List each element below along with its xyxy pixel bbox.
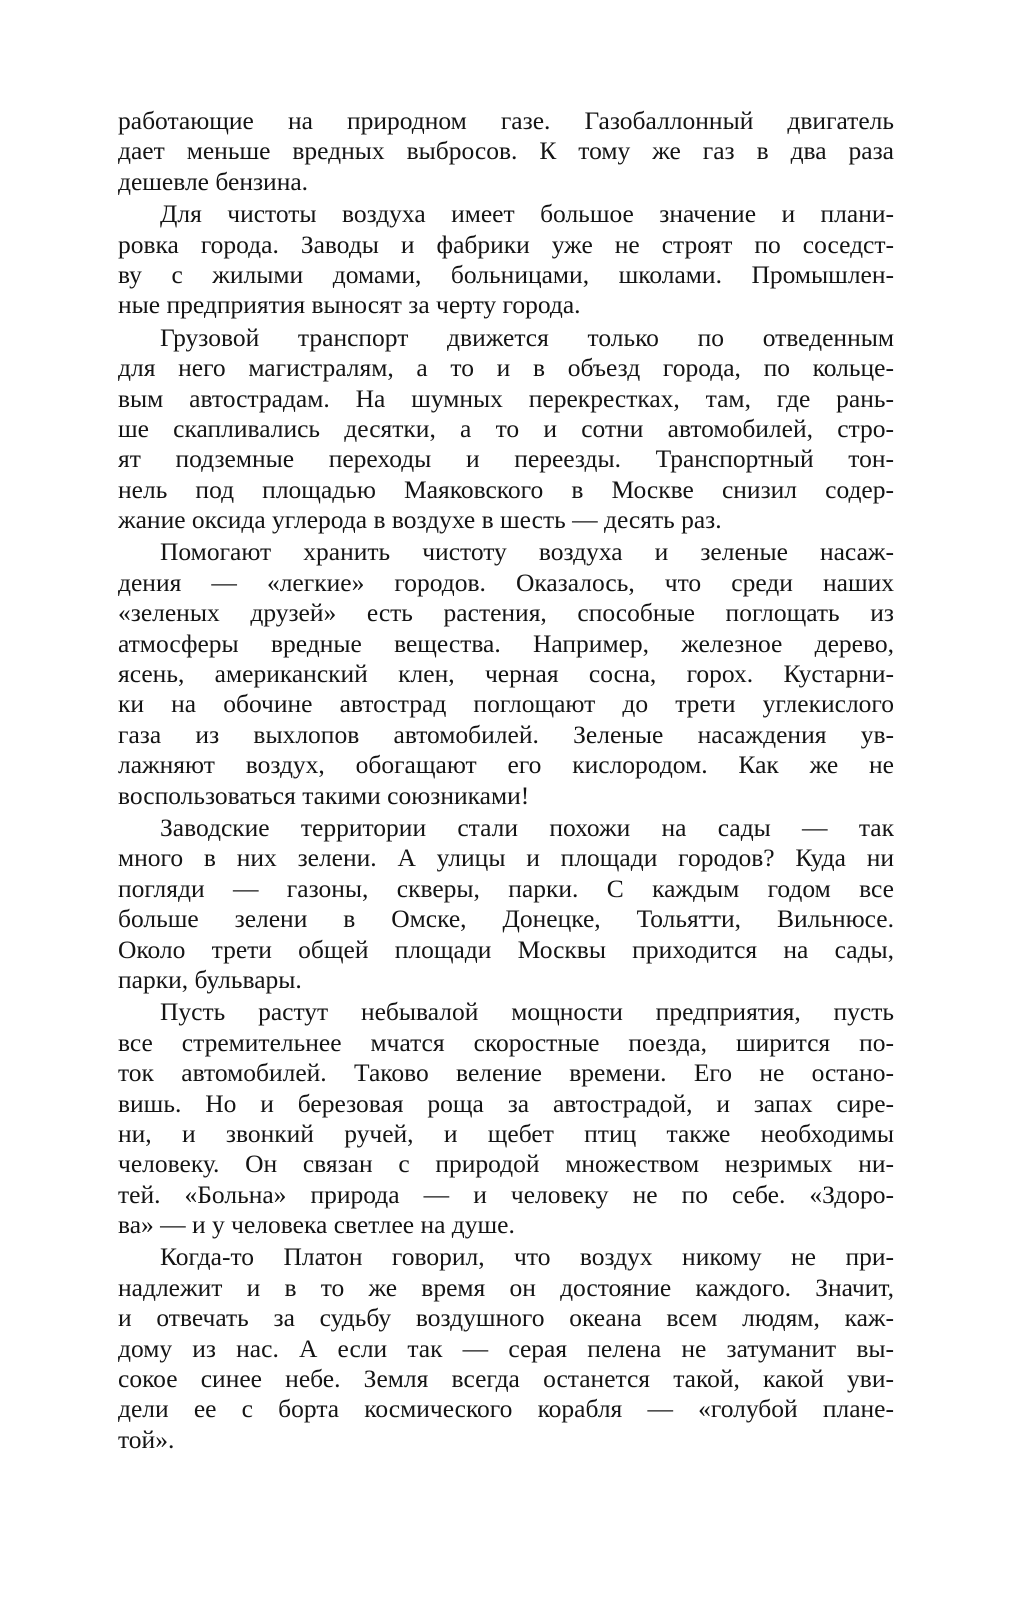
text-line: той». — [118, 1424, 175, 1454]
text-line: Грузовой транспорт движется только по отведенным — [160, 322, 894, 352]
text-line: дешевле бензина. — [118, 166, 309, 196]
text-line: тей. «Больна» природа — и человеку не по себе. «Здоро- — [118, 1179, 894, 1209]
text-line: человеку. Он связан с природой множеством незримых ни- — [118, 1149, 894, 1179]
text-line: жание оксида углерода в воздухе в шесть — десять раз. — [118, 505, 722, 535]
text-line: и отвечать за судьбу воздушного океана всем людям, каж- — [118, 1303, 894, 1333]
text-line: много в них зелени. А улицы и площади городов? Куда ни — [118, 843, 894, 873]
text-line: дает меньше вредных выбросов. К тому же газ в два раза — [118, 136, 894, 166]
text-line: Заводские территории стали похожи на сады — так — [160, 812, 894, 842]
text-line: Когда-то Платон говорил, что воздух никому не при- — [160, 1242, 894, 1272]
paragraph — [118, 997, 894, 1240]
text-line: Помогают хранить чистоту воздуха и зеленые насаж- — [160, 537, 894, 567]
text-line: ше скапливались десятки, а то и сотни автомобилей, стро- — [118, 413, 894, 443]
text-line: ни, и звонкий ручей, и щебет птиц также необходимы — [118, 1118, 894, 1148]
text-line: дения — «легкие» городов. Оказалось, что среди наших — [118, 567, 894, 597]
text-line: лажняют воздух, обогащают его кислородом. Как же не — [118, 750, 894, 780]
paragraph — [118, 323, 894, 536]
paragraph — [118, 106, 894, 197]
paragraph — [118, 537, 894, 811]
text-line: ва» — и у человека светлее на душе. — [118, 1210, 515, 1240]
text-line: ки на обочине автострад поглощают до трети углекислого — [118, 689, 894, 719]
text-line: ят подземные переходы и переезды. Транспортный тон- — [118, 444, 894, 474]
text-line: вишь. Но и березовая роща за автострадой, и запах сире- — [118, 1088, 894, 1118]
text-line: дому из нас. А если так — серая пелена не затуманит вы- — [118, 1333, 894, 1363]
paragraph — [118, 1242, 894, 1455]
text-line: парки, бульвары. — [118, 964, 302, 994]
text-line: ток автомобилей. Таково веление времени. Его не остано- — [118, 1058, 894, 1088]
text-line: Для чистоты воздуха имеет большое значение и плани- — [160, 199, 894, 229]
text-line: дели ее с борта космического корабля — «голубой плане- — [118, 1394, 894, 1424]
text-line: нель под площадью Маяковского в Москве снизил содер- — [118, 474, 894, 504]
text-line: газа из выхлопов автомобилей. Зеленые насаждения ув- — [118, 719, 894, 749]
page-text — [118, 106, 894, 1457]
paragraph — [118, 813, 894, 995]
text-line: погляди — газоны, скверы, парки. С каждым годом все — [118, 873, 894, 903]
text-line: ные предприятия выносят за черту города. — [118, 290, 581, 320]
text-line: «зеленых друзей» есть растения, способные поглощать из — [118, 598, 894, 628]
text-line: для него магистралям, а то и в объезд города, по кольце- — [118, 353, 894, 383]
paragraph — [118, 199, 894, 321]
text-line: Пусть растут небывалой мощности предприятия, пусть — [160, 997, 894, 1027]
text-line: ву с жилыми домами, больницами, школами. Промышлен- — [118, 259, 894, 289]
text-line: надлежит и в то же время он достояние каждого. Значит, — [118, 1272, 894, 1302]
text-line: вым автострадам. На шумных перекрестках, там, где рань- — [118, 383, 894, 413]
text-line: сокое синее небе. Земля всегда останется такой, какой уви- — [118, 1364, 894, 1394]
text-line: работающие на природном газе. Газобаллонный двигатель — [118, 106, 894, 135]
text-line: больше зелени в Омске, Донецке, Тольятти, Вильнюсе. — [118, 904, 894, 934]
text-line: все стремительнее мчатся скоростные поезда, ширится по- — [118, 1027, 894, 1057]
text-line: Около трети общей площади Москвы приходится на сады, — [118, 934, 894, 964]
text-line: ровка города. Заводы и фабрики уже не строят по соседст- — [118, 229, 894, 259]
text-line: воспользоваться такими союзниками! — [118, 780, 530, 810]
text-line: атмосферы вредные вещества. Например, железное дерево, — [118, 628, 894, 658]
text-line: ясень, американский клен, черная сосна, горох. Кустарни- — [118, 659, 894, 689]
